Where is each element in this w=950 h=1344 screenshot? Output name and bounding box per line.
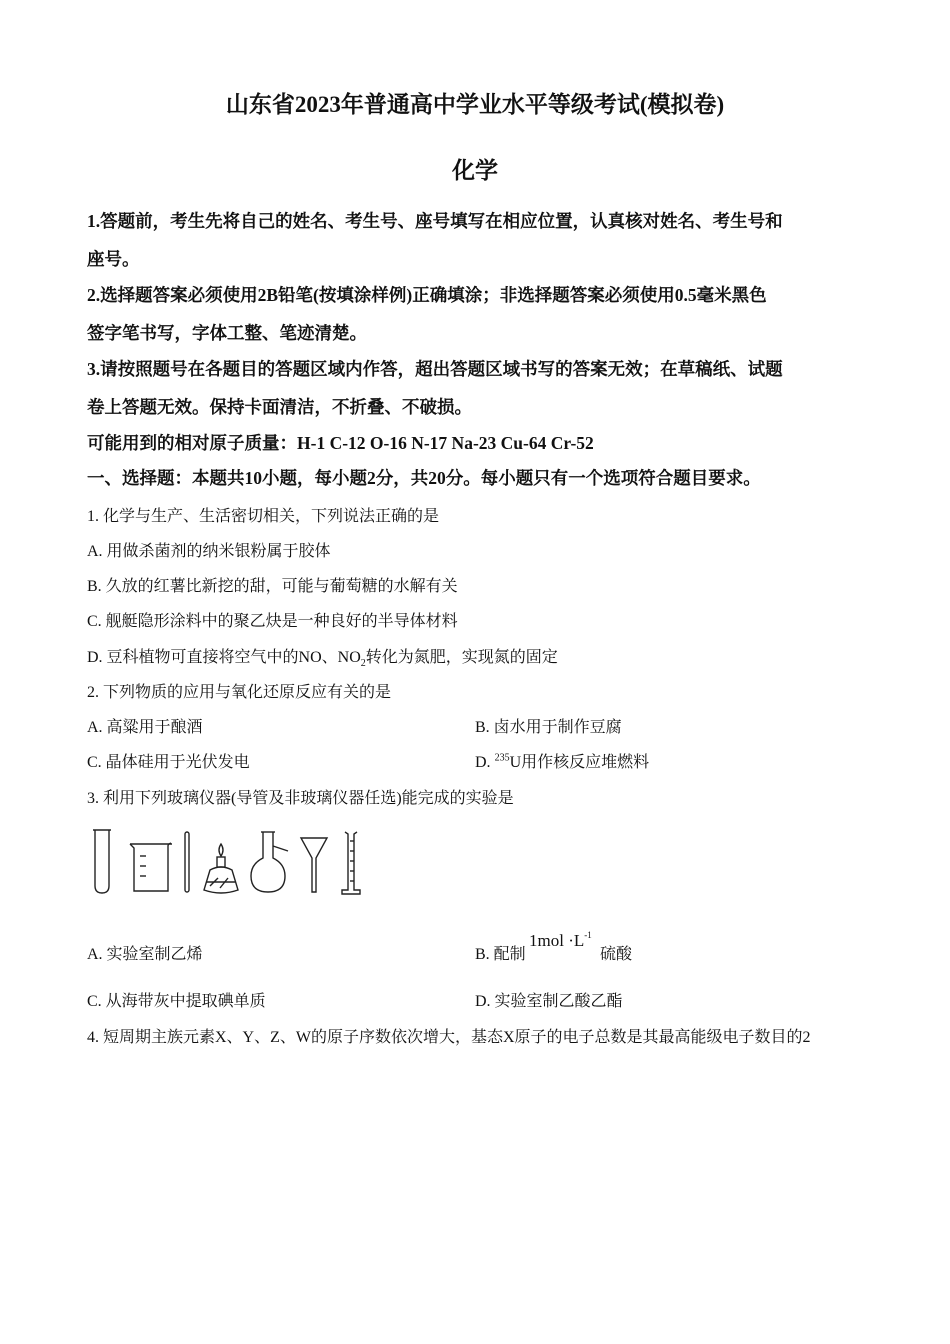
alcohol-lamp-icon — [204, 844, 238, 893]
q2-option-a: A. 高粱用于酿酒 — [87, 719, 203, 736]
instruction-line-6: 卷上答题无效。保持卡面清洁，不折叠、不破损。 — [87, 397, 472, 417]
q4-stem: 4. 短周期主族元素X、Y、Z、W的原子序数依次增大，基态X原子的电子总数是其最高能级电子数目的2 — [87, 1029, 811, 1046]
graduated-cylinder-icon — [342, 832, 360, 894]
glassware-figure — [88, 826, 368, 898]
instruction-line-5: 3.请按照题号在各题目的答题区域内作答，超出答题区域书写的答案无效；在草稿纸、试题 — [87, 359, 783, 379]
atomic-masses: 可能用到的相对原子质量：H-1 C-12 O-16 N-17 Na-23 Cu-64 Cr-52 — [87, 433, 594, 453]
q1-stem: 1. 化学与生产、生活密切相关，下列说法正确的是 — [87, 508, 440, 525]
distillation-flask-icon — [251, 832, 288, 892]
glass-rod-icon — [185, 832, 189, 892]
q2-option-b: B. 卤水用于制作豆腐 — [475, 719, 622, 736]
subject-title: 化学 — [452, 158, 498, 183]
funnel-icon — [301, 838, 327, 892]
exam-title: 山东省2023年普通高中学业水平等级考试(模拟卷) — [225, 92, 725, 117]
q3-option-a: A. 实验室制乙烯 — [87, 946, 203, 963]
q1-option-a: A. 用做杀菌剂的纳米银粉属于胶体 — [87, 543, 331, 560]
q1-option-c: C. 舰艇隐形涂料中的聚乙炔是一种良好的半导体材料 — [87, 613, 458, 630]
q3-option-c: C. 从海带灰中提取碘单质 — [87, 993, 266, 1010]
instruction-line-1: 1.答题前，考生先将自己的姓名、考生号、座号填写在相应位置，认真核对姓名、考生号和 — [87, 211, 783, 231]
instruction-line-4: 签字笔书写，字体工整、笔迹清楚。 — [87, 323, 367, 343]
q3-option-b-concentration: $1mol \cdot L^{-1}$ — [529, 930, 592, 950]
q3-stem: 3. 利用下列玻璃仪器(导管及非玻璃仪器任选)能完成的实验是 — [87, 790, 514, 807]
instruction-line-2: 座号。 — [87, 249, 140, 269]
q2-option-d: D. $^{235}$U用作核反应堆燃料 — [475, 752, 650, 771]
q3-option-b: B. 配制 — [475, 946, 526, 963]
q2-option-c: C. 晶体硅用于光伏发电 — [87, 754, 250, 771]
q3-option-d: D. 实验室制乙酸乙酯 — [475, 993, 623, 1010]
q3-option-b-acid: 硫酸 — [600, 946, 633, 963]
section-heading: 一、选择题：本题共10小题，每小题2分，共20分。每小题只有一个选项符合题目要求。 — [87, 468, 761, 488]
q1-option-d: D. 豆科植物可直接将空气中的NO、$NO_2$转化为氮肥，实现氮的固定 — [87, 649, 558, 670]
q2-stem: 2. 下列物质的应用与氧化还原反应有关的是 — [87, 684, 392, 701]
instruction-line-3: 2.选择题答案必须使用2B铅笔(按填涂样例)正确填涂；非选择题答案必须使用0.5毫米黑色 — [87, 285, 767, 305]
beaker-icon — [130, 843, 172, 891]
test-tube-icon — [93, 830, 111, 893]
q1-option-b: B. 久放的红薯比新挖的甜，可能与葡萄糖的水解有关 — [87, 578, 458, 595]
